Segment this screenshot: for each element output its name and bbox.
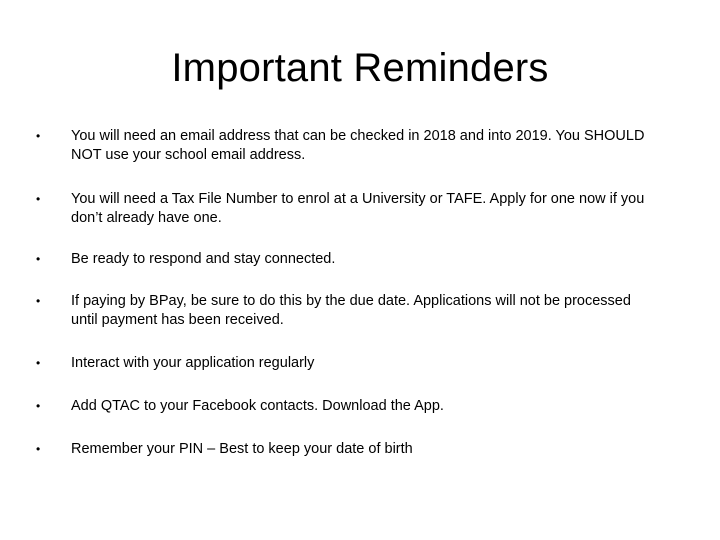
list-item-text: Remember your PIN – Best to keep your date of birth — [71, 441, 413, 457]
bullet-icon: • — [36, 294, 41, 308]
bullet-icon: • — [36, 356, 41, 370]
list-item-text: If paying by BPay, be sure to do this by the due date. Applications will not be processed until payment has been received. — [71, 293, 631, 328]
bullet-icon: • — [36, 192, 41, 206]
bullet-icon: • — [36, 252, 41, 266]
list-item-text: You will need a Tax File Number to enrol at a University or TAFE. Apply for one now if you don’t already have one. — [71, 191, 645, 226]
list-item-text: Add QTAC to your Facebook contacts. Download the App. — [71, 398, 444, 414]
list-item-text: Interact with your application regularly — [71, 355, 315, 371]
bullet-icon: • — [36, 129, 41, 143]
slide-title: Important Reminders — [171, 46, 549, 90]
list-item-text: You will need an email address that can be checked in 2018 and into 2019. You SHOULD NOT use your school email address. — [71, 128, 645, 163]
list-item-text: Be ready to respond and stay connected. — [71, 251, 336, 267]
bullet-icon: • — [36, 399, 41, 413]
bullet-icon: • — [36, 442, 41, 456]
